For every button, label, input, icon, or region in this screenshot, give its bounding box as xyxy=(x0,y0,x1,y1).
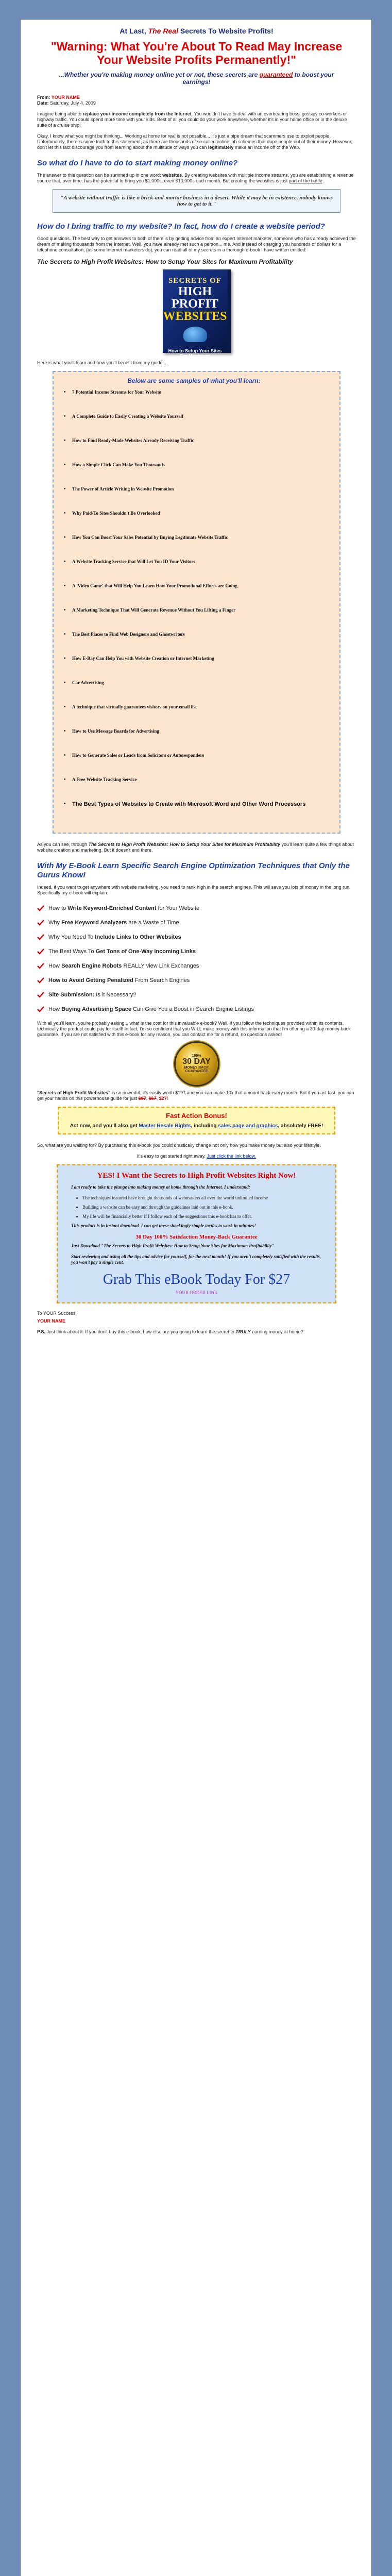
after-learn-a: As you can see, through xyxy=(37,842,89,848)
order-bullets xyxy=(76,1195,322,1219)
fast-action-bonus-box xyxy=(58,1107,335,1134)
checkmark-icon xyxy=(37,1006,44,1013)
bullet-icon: • xyxy=(64,389,66,396)
checkmark-icon xyxy=(37,977,44,984)
bonus-body xyxy=(66,1123,327,1129)
bonus-c: , absolutely FREE! xyxy=(278,1123,323,1129)
order-instant: This product is in instant download. I can get these shockingly simple tactics to work in minutes! xyxy=(71,1223,256,1228)
learn-item-text: How to Generate Sales or Leads from Solicitors or Autoresponders xyxy=(72,753,204,758)
guarantee-title: 30 Day 100% Satisfaction Money-Back Guarantee xyxy=(135,1233,258,1240)
seo-checklist xyxy=(37,901,356,1016)
heading-start-making-money: So what do I have to do to start making money online? xyxy=(37,159,238,168)
learn-item xyxy=(64,753,324,777)
book-title-heading: The Secrets to High Profit Websites: How to Setup Your Sites for Maximum Profitability xyxy=(37,258,293,266)
learn-item-text: How E-Bay Can Help You with Website Creation or Internet Marketing xyxy=(72,656,214,662)
bonus-b: , including xyxy=(191,1123,218,1129)
check-pre: How xyxy=(48,962,62,969)
value-paragraph: With all you'll learn, you're probably asking... what is the cost for this invaluable e-book? Well, if you follow the techniques provided within its contents, technically the product could pay for itself! In fact, I'm so confident that you WILL make money with this information that I'm offering a 30-day money-back guarantee. If you are not satisfied with this e-book for any reason, you can contact me for a refund, no questions asked! xyxy=(37,1020,351,1037)
check-bold: Include Links to Other Websites xyxy=(95,934,181,940)
bullet-icon: • xyxy=(64,728,66,735)
learn-item-text: How to Find Ready-Made Websites Already Receiving Traffic xyxy=(72,438,194,444)
click-link[interactable]: Just click the link below. xyxy=(207,1153,257,1159)
checklist-item xyxy=(37,959,356,973)
check-post: Is it Necessary? xyxy=(94,991,137,998)
checkmark-icon xyxy=(37,962,44,970)
checkmark-icon xyxy=(37,948,44,955)
intro-p2-a: Okay, I know what you might be thinking... Working at home for real is not possible... it's just a pipe dream that scammers use to exploit people. Unfortunately, there is some truth to this statement, as there are thousands of so-called online job schemes that dupe people out of their money. However, don't let this fact discourage you from learning about the multitude of ways you can xyxy=(37,133,353,150)
bonus-resale-rights: Master Resale Rights xyxy=(139,1123,191,1129)
current-price: $27 xyxy=(159,1095,167,1101)
start-p-c: . By creating websites with multiple income streams, you are establishing a revenue source that, over time, has the potential to bring you $1,000s, even $10,000s each month. But creating the websites is just xyxy=(37,173,354,184)
learn-item xyxy=(64,559,324,583)
bullet-icon: • xyxy=(64,462,66,468)
learn-item xyxy=(64,704,324,728)
learn-item-text: 7 Potential Income Streams for Your Website xyxy=(72,389,161,395)
learn-item xyxy=(64,632,324,656)
bullet-icon: • xyxy=(64,680,66,686)
start-p-a: The answer to this question can be summed up in one word: xyxy=(37,173,163,178)
learn-item-text: Car Advertising xyxy=(72,680,104,686)
check-bold: Site Submission: xyxy=(48,991,95,998)
after-learn-c: you'll learn quite a few things about website creation and marketing. But it doesn't end there. xyxy=(37,842,354,853)
learn-item-text: A Marketing Technique That Will Generate Revenue Without You Lifting a Finger xyxy=(72,607,236,613)
ps-emphasis: TRULY xyxy=(235,1329,251,1334)
main-headline: "Warning: What You're About To Read May Increase Your Website Profits Permanently!" xyxy=(50,40,343,66)
ebook-cover-line-2: HIGH PROFIT xyxy=(172,285,218,311)
learn-item-text: How a Simple Click Can Make You Thousands xyxy=(72,462,165,468)
guarantee-p2: Start reviewing and using all the tips and advice for yourself, for the next month! If you aren't completely satisfied with the results, you won't pay a single cent. xyxy=(71,1253,321,1265)
learn-item-text: The Power of Article Writing in Website Promotion xyxy=(72,486,174,492)
order-intro: I am ready to take the plunge into making money at home through the Internet. I understand: xyxy=(71,1184,250,1190)
learn-item-text: A 'Video Game' that Will Help You Learn How Your Promotional Efforts are Going xyxy=(72,583,237,589)
from-line xyxy=(37,95,356,100)
learn-item xyxy=(64,777,324,801)
bullet-icon: • xyxy=(64,583,66,589)
checkmark-icon xyxy=(37,934,44,941)
check-pre: Why You Need To xyxy=(48,934,95,940)
checklist-item xyxy=(37,973,356,988)
author-name: YOUR NAME xyxy=(51,95,80,100)
order-bullet: • Building a website can be easy and through the guidelines laid out in this e-book. xyxy=(82,1205,322,1210)
kicker-emphasis: The Real xyxy=(148,27,178,35)
easy-line xyxy=(37,1154,356,1159)
bonus-title: Fast Action Bonus! xyxy=(166,1111,227,1120)
learn-item xyxy=(64,583,324,607)
ps-end: earning money at home? xyxy=(250,1329,303,1334)
learn-item-text: A Complete Guide to Easily Creating a Website Yourself xyxy=(72,414,183,419)
seal-days: 30 DAY xyxy=(182,1057,211,1066)
learn-item-text: A technique that virtually guarantees visitors on your email list xyxy=(72,704,197,710)
bullet-icon: • xyxy=(64,607,66,614)
checklist-item xyxy=(37,988,356,1002)
order-title: YES! I Want the Secrets to High Profit Websites Right Now! xyxy=(97,1171,296,1180)
check-post: Can Give You a Boost in Search Engine Listings xyxy=(131,1006,254,1012)
check-bold: Buying Advertising Space xyxy=(61,1006,131,1012)
order-bullet: • My life will be financially better if I follow each of the suggestions this e-book has to offer. xyxy=(82,1214,322,1219)
grab-ebook-headline: Grab This eBook Today For $27 xyxy=(103,1271,291,1287)
sales-page xyxy=(21,20,371,2576)
money-back-seal-icon xyxy=(176,1043,218,1085)
learn-item xyxy=(64,801,324,825)
price-end: ! xyxy=(166,1095,168,1101)
ebook-cover-line-1: SECRETS OF xyxy=(168,277,221,285)
learn-item-text: Why Paid-To Sites Shouldn't Be Overlooked xyxy=(72,511,160,516)
learn-item-text: A Website Tracking Service that Will Let You ID Your Visitors xyxy=(72,559,195,565)
start-paragraph xyxy=(37,173,356,184)
learn-item xyxy=(64,486,324,511)
after-learn-paragraph xyxy=(37,842,356,853)
learn-item-text: The Best Places to Find Web Designers and Ghostwriters xyxy=(72,632,185,637)
bullet-icon: • xyxy=(64,438,66,444)
closing-name: YOUR NAME xyxy=(37,1318,66,1324)
bullet-icon: • xyxy=(64,559,66,565)
old-price-2: $67 xyxy=(148,1095,157,1101)
ebook-cover-line-3: WEBSITES xyxy=(163,310,227,324)
intro-p1-bold: replace your income completely from the Internet xyxy=(82,111,192,117)
checklist-item xyxy=(37,901,356,916)
checklist-item xyxy=(37,930,356,944)
easy-text: It's easy to get started right away. xyxy=(137,1153,207,1159)
bullet-icon: • xyxy=(64,414,66,420)
intro-p1-a: Imagine being able to xyxy=(37,111,83,117)
start-p-underline: part of the battle xyxy=(288,178,322,184)
bullet-icon: • xyxy=(64,656,66,662)
learn-item xyxy=(64,728,324,753)
learn-item xyxy=(64,438,324,462)
intro-paragraph-1 xyxy=(37,111,356,128)
bullet-icon: • xyxy=(64,753,66,759)
heading-bring-traffic: How do I bring traffic to my website? In fact, how do I create a website period? xyxy=(37,222,325,231)
learn-samples-box xyxy=(53,371,340,834)
ps-text: Just think about it. If you don't buy this e-book, how else are you going to learn the secret to xyxy=(45,1329,236,1334)
kicker-pre: At Last, xyxy=(120,27,148,35)
learn-list xyxy=(64,389,324,825)
subhead-underline: guaranteed xyxy=(259,71,293,78)
start-p-bold: websites xyxy=(162,173,182,178)
learn-item-text: The Best Types of Websites to Create with Microsoft Word and Other Word Processors xyxy=(72,801,306,808)
bonus-sales-page: sales page and graphics xyxy=(218,1123,278,1129)
seo-paragraph: Indeed, if you want to get anywhere with website marketing, you need to rank high in the search engines. This will save you lots of money in the long run. Specifically my e-book will explain: xyxy=(37,884,351,895)
traffic-quote-box: "A website without traffic is like a brick-and-mortar business in a desert. While it may be in existence, nobody knows how to get to it." xyxy=(53,189,340,213)
learn-item xyxy=(64,535,324,559)
checkmark-icon xyxy=(37,991,44,998)
price-paragraph: "Secrets of High Profit Websites" is so powerful, it's easily worth $197 and you can make 10x that amount back every month. But if you act fast, you can get your hands on this powerhouse guide for just $97, $67, $27! xyxy=(37,1090,354,1101)
date-line xyxy=(37,100,356,106)
guarantee-seal-wrap xyxy=(37,1043,356,1085)
heading-seo: With My E-Book Learn Specific Search Engine Optimization Techniques that Only the Gurus Know! xyxy=(37,861,350,879)
order-link[interactable]: YOUR ORDER LINK xyxy=(175,1290,218,1295)
date-label: Date: xyxy=(37,100,50,106)
bonus-a: Act now, and you'll also get xyxy=(70,1123,139,1129)
check-pre: Why xyxy=(48,919,62,926)
learn-item xyxy=(64,462,324,486)
learn-item-text: How You Can Boost Your Sales Potential by Buying Legitimate Website Traffic xyxy=(72,535,228,540)
bullet-icon: • xyxy=(64,486,66,493)
subheadline xyxy=(58,71,335,86)
check-bold: Search Engine Robots xyxy=(61,962,122,969)
bullet-icon: • xyxy=(64,511,66,517)
learn-item xyxy=(64,389,324,414)
learn-item-text: A Free Website Tracking Service xyxy=(72,777,137,783)
guide-intro: Here is what you'll learn and how you'll benefit from my guide... xyxy=(37,360,167,366)
check-post: REALLY view Link Exchanges xyxy=(122,962,199,969)
checklist-item xyxy=(37,1002,356,1016)
guarantee-p1: Just Download "The Secrets to High Profit Websites: How to Setup Your Sites for Maximum Profitability" xyxy=(71,1243,275,1248)
checkmark-icon xyxy=(37,919,44,926)
traffic-paragraph: Good questions. The best way to get answers to both of them is by getting advice from an expert Internet marketer, someone who has already achieved the dream of making thousands from the Internet. Well, you have already met such a person... me. And instead of charging you hundreds of dollars for a telephone consultation, (as some Internet marketers do), you can read all of my secrets in a thorough e-book I have written entitled: xyxy=(37,236,356,253)
bullet-icon: • xyxy=(64,632,66,638)
check-bold: Write Keyword-Enriched Content xyxy=(67,905,157,911)
kicker-line xyxy=(37,27,356,35)
intro-p2-bold: legitimately xyxy=(208,145,234,150)
check-post: are a Waste of Time xyxy=(127,919,179,926)
checkmark-icon xyxy=(37,905,44,912)
check-pre: The Best Ways To xyxy=(48,948,96,955)
learn-item xyxy=(64,680,324,704)
price-book-title: "Secrets of High Profit Websites" xyxy=(37,1090,111,1095)
order-box xyxy=(57,1164,336,1303)
seal-mid: MONEY BACK xyxy=(184,1066,209,1070)
check-post: From Search Engines xyxy=(133,977,190,984)
globe-icon xyxy=(183,327,207,342)
learn-item xyxy=(64,511,324,535)
check-bold: Free Keyword Analyzers xyxy=(61,919,127,926)
learn-item xyxy=(64,607,324,632)
bullet-icon: • xyxy=(64,801,66,807)
ebook-cover-line-4: How to Setup Your Sites For Maximum Profitability xyxy=(168,348,222,364)
learn-box-title: Below are some samples of what you'll learn: xyxy=(127,377,261,385)
date-value: Saturday, July 4, 2009 xyxy=(50,100,96,106)
bullet-icon: • xyxy=(64,535,66,541)
wait-paragraph: So, what are you waiting for? By purchasing this e-book you could drastically change not only how you make money but also your lifestyle. xyxy=(37,1142,321,1148)
checklist-item xyxy=(37,944,356,959)
from-label: From: xyxy=(37,95,52,100)
check-pre: How xyxy=(48,1006,62,1012)
price-text: is so powerful, it's easily worth $197 and you can make 10x that amount back every month. But if you act fast, you can get your hands on this powerhouse guide for just xyxy=(37,1090,354,1101)
check-bold: Get Tons of One-Way Incoming Links xyxy=(95,948,196,955)
bullet-icon: • xyxy=(64,777,66,783)
intro-p2-c: make an income off of the Web. xyxy=(233,145,300,150)
subhead-post: to boost your earnings! xyxy=(182,71,334,86)
learn-item xyxy=(64,656,324,680)
ps-paragraph xyxy=(37,1329,356,1335)
closing-to: To YOUR Success, xyxy=(37,1310,77,1316)
start-p-e: . xyxy=(322,178,324,184)
seal-bottom: GUARANTEE xyxy=(185,1070,208,1074)
after-learn-book-title: The Secrets to High Profit Websites: How to Setup Your Sites for Maximum Profitability xyxy=(88,842,280,848)
intro-paragraph-2 xyxy=(37,133,356,150)
order-bullet: • The techniques featured have brought thousands of webmasters all over the world unlimited income xyxy=(82,1195,322,1200)
check-bold: How to Avoid Getting Penalized xyxy=(48,977,133,984)
sales-page-content xyxy=(21,27,371,1335)
subhead-text: ...Whether you're making money online yet or not, these secrets are xyxy=(59,71,260,78)
seal-top: 100% xyxy=(192,1054,201,1058)
checklist-item xyxy=(37,916,356,930)
old-price-1: $97 xyxy=(138,1095,146,1101)
ps-label: P.S. xyxy=(37,1329,45,1334)
ebook-cover-image xyxy=(163,269,231,364)
kicker-post: Secrets To Website Profits! xyxy=(178,27,274,35)
learn-item xyxy=(64,414,324,438)
intro-p1-c: . You wouldn't have to deal with an overbearing boss, gossipy co-workers or highway traffic. You could spend more time with your kids. Best of all you could do your work anywhere, whether it's in your home office or in the deluxe suite of a cruise ship! xyxy=(37,111,347,128)
learn-item-text: How to Use Message Boards for Advertising xyxy=(72,728,159,734)
check-pre: How to xyxy=(48,905,68,911)
check-post: for Your Website xyxy=(156,905,200,911)
bullet-icon: • xyxy=(64,704,66,710)
